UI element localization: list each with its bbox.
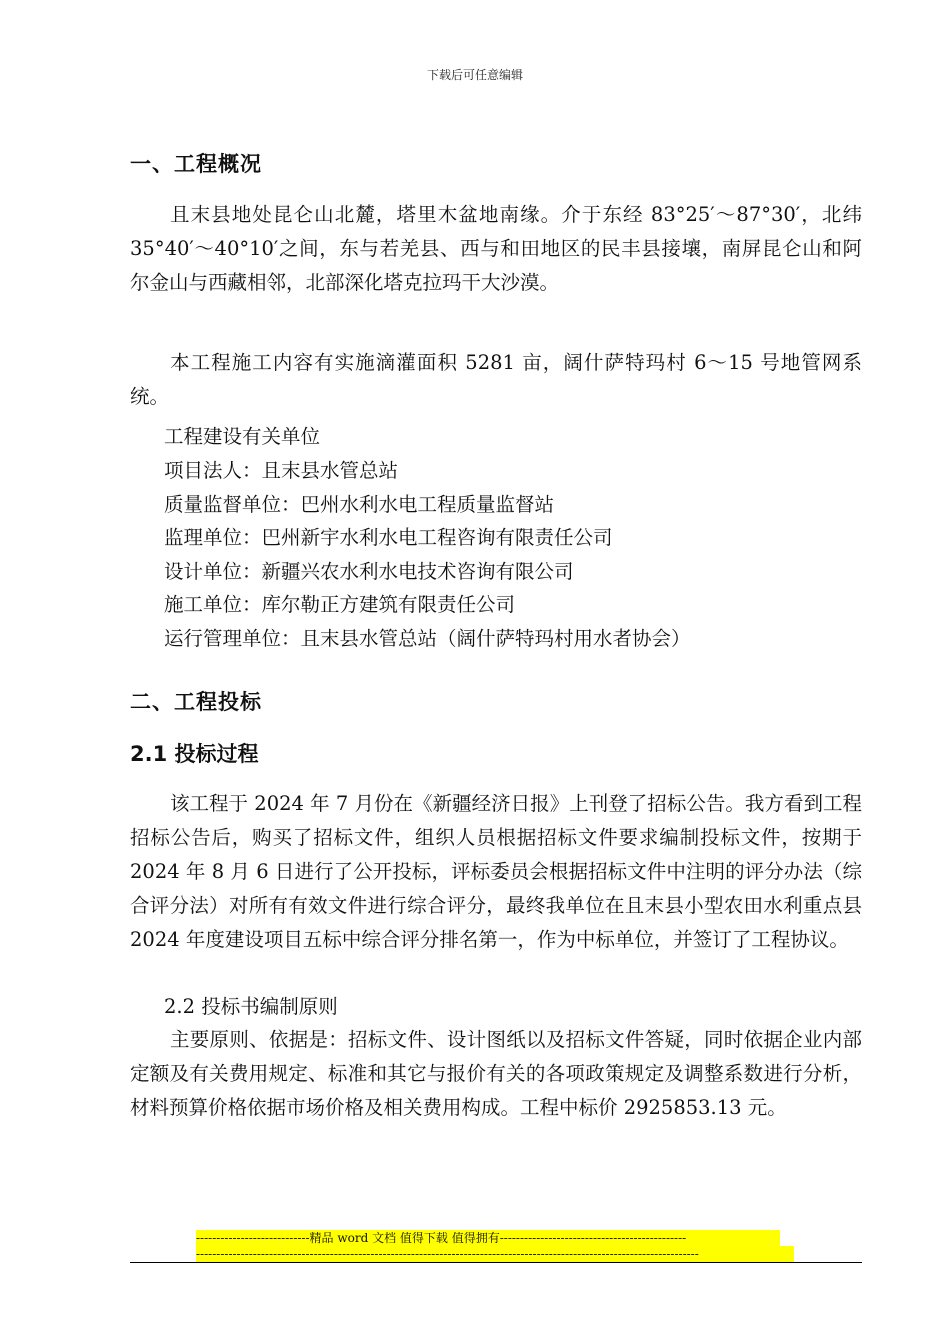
footer-rule [130, 1262, 862, 1263]
unit-legal-person: 项目法人：且末县水管总站 [164, 459, 399, 482]
footer-banner-dashes: ---------------------------------------------------------------------------------------------------------------------------- [196, 1246, 794, 1262]
overview-paragraph-scope: 本工程施工内容有实施滴灌面积 5281 亩，阔什萨特玛村 6～15 号地管网系统。 [130, 351, 862, 408]
footer-banner-text: ----------------------------精品 word 文档 值得下载 值得拥有---------------------------------------------- [196, 1230, 780, 1246]
overview-paragraph-location: 且末县地处昆仑山北麓，塔里木盆地南缘。介于东经 83°25′～87°30′，北纬 35°40′～40°10′之间，东与若羌县、西与和田地区的民丰县接壤，南屏昆仑山和阿尔金山与西藏相邻，北部深化塔克拉玛干大沙漠。 [130, 203, 862, 294]
section-heading-overview: 一、工程概况 [130, 152, 262, 176]
unit-designer: 设计单位：新疆兴农水利水电技术咨询有限公司 [164, 560, 574, 583]
bid-principles-paragraph: 主要原则、依据是：招标文件、设计图纸以及招标文件答疑，同时依据企业内部定额及有关费用规定、标准和其它与报价有关的各项政策规定及调整系数进行分析，材料预算价格依据市场价格及相关费用构成。工程中标价 2925853.13 元。 [130, 1028, 862, 1119]
unit-supervisor: 监理单位：巴州新宇水利水电工程咨询有限责任公司 [164, 526, 613, 549]
units-title: 工程建设有关单位 [164, 425, 321, 448]
unit-quality-supervision: 质量监督单位：巴州水利水电工程质量监督站 [164, 493, 555, 516]
unit-operator: 运行管理单位：且末县水管总站（阔什萨特玛村用水者协会） [164, 627, 691, 650]
subsection-heading-bid-process: 2.1 投标过程 [130, 742, 259, 766]
section-heading-bidding: 二、工程投标 [130, 690, 262, 714]
subsection-heading-bid-principles: 2.2 投标书编制原则 [164, 995, 338, 1018]
bid-process-paragraph: 该工程于 2024 年 7 月份在《新疆经济日报》上刊登了招标公告。我方看到工程招标公告后，购买了招标文件，组织人员根据招标文件要求编制投标文件，按期于 2024 年 8 月 6 日进行了公开投标，评标委员会根据招标文件中注明的评分办法（综合评分法）对所有有效文件进行综合评分，最终我单位在且末县小型农田水利重点县 2024 年度建设项目五标中综合评分排名第一，作为中标单位，并签订了工程协议。 [130, 792, 862, 951]
page-header: 下载后可任意编辑 [426, 68, 523, 82]
unit-constructor: 施工单位：库尔勒正方建筑有限责任公司 [164, 593, 516, 616]
